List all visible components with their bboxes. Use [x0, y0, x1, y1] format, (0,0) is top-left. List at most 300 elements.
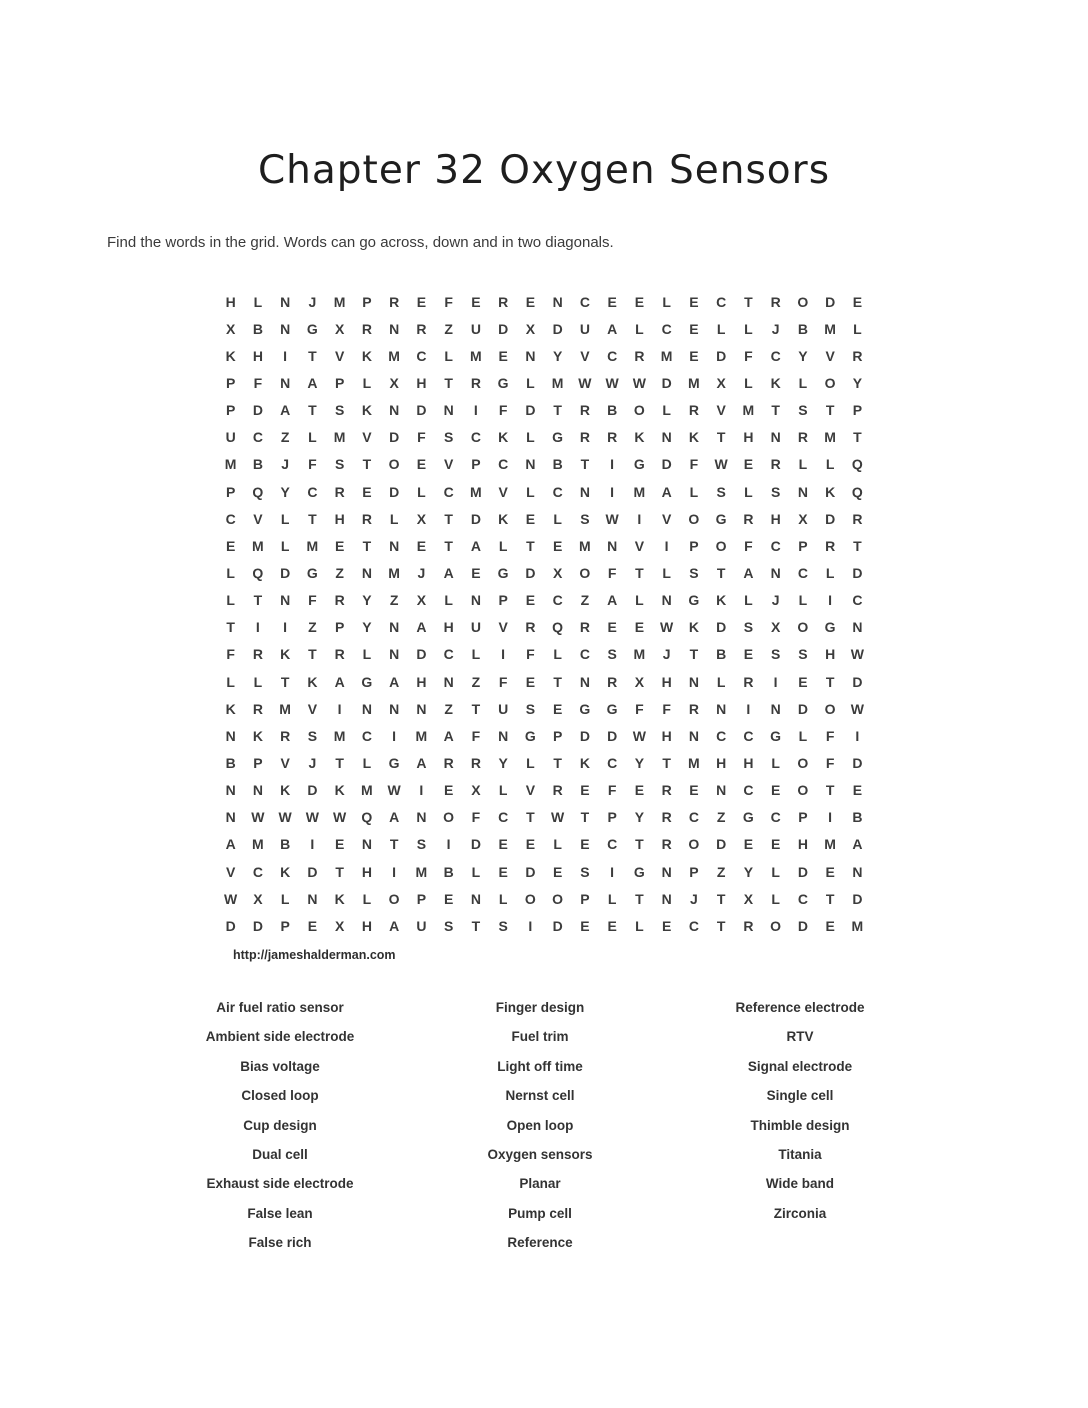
- grid-cell: R: [498, 293, 509, 310]
- grid-cell: U: [498, 700, 509, 717]
- grid-cell: N: [416, 700, 427, 717]
- grid-cell: K: [225, 700, 236, 717]
- grid-cell: X: [389, 374, 399, 391]
- grid-cell: H: [743, 429, 754, 446]
- grid-cell: A: [334, 673, 345, 690]
- grid-cell: E: [471, 293, 481, 310]
- grid-cell: H: [770, 510, 781, 527]
- grid-cell: N: [525, 347, 536, 364]
- grid-cell: D: [389, 483, 400, 500]
- grid-cell: R: [688, 700, 699, 717]
- grid-cell: L: [226, 564, 235, 581]
- grid-cell: I: [828, 592, 833, 609]
- grid-cell: N: [389, 646, 400, 663]
- grid-cell: L: [362, 374, 372, 391]
- word-list-item: Air fuel ratio sensor: [216, 1000, 344, 1015]
- grid-cell: J: [662, 646, 671, 663]
- grid-cell: T: [280, 673, 290, 690]
- grid-cell: T: [526, 537, 535, 554]
- grid-cell: C: [770, 537, 781, 554]
- grid-cell: I: [501, 646, 506, 663]
- grid-cell: D: [852, 564, 863, 581]
- grid-cell: N: [852, 619, 863, 636]
- grid-cell: I: [337, 700, 342, 717]
- grid-cell: C: [661, 320, 672, 337]
- grid-cell: L: [635, 320, 644, 337]
- grid-cell: X: [552, 564, 563, 581]
- grid-cell: N: [852, 863, 863, 880]
- word-list-column-1: [150, 993, 410, 1258]
- grid-cell: F: [253, 374, 263, 391]
- grid-cell: N: [770, 564, 781, 581]
- word-list: [150, 993, 930, 1258]
- grid-cell: A: [225, 836, 236, 853]
- grid-cell: L: [444, 592, 453, 609]
- grid-cell: B: [225, 754, 236, 771]
- word-list-item: Wide band: [765, 1176, 835, 1192]
- grid-cell: E: [307, 917, 318, 934]
- grid-cell: C: [607, 754, 618, 771]
- grid-row: [217, 315, 871, 342]
- grid-cell: K: [361, 402, 372, 419]
- grid-cell: B: [252, 456, 263, 473]
- grid-cell: I: [610, 456, 615, 473]
- grid-cell: B: [443, 863, 454, 880]
- grid-cell: N: [688, 673, 699, 690]
- grid-cell: N: [389, 320, 400, 337]
- grid-cell: P: [362, 293, 372, 310]
- grid-cell: R: [743, 917, 754, 934]
- grid-cell: K: [334, 782, 345, 799]
- grid-cell: E: [607, 917, 617, 934]
- grid-cell: I: [283, 347, 288, 364]
- grid-cell: G: [306, 564, 318, 581]
- grid-cell: L: [526, 429, 535, 446]
- grid-cell: W: [278, 809, 292, 826]
- grid-cell: W: [605, 374, 619, 391]
- grid-cell: M: [333, 429, 346, 446]
- grid-cell: G: [552, 429, 564, 446]
- grid-cell: T: [471, 917, 481, 934]
- grid-cell: Y: [852, 374, 863, 391]
- grid-cell: T: [580, 456, 590, 473]
- grid-cell: G: [497, 374, 509, 391]
- grid-cell: E: [334, 836, 345, 853]
- grid-cell: T: [362, 537, 372, 554]
- grid-cell: V: [661, 510, 672, 527]
- grid-cell: L: [471, 646, 481, 663]
- grid-cell: N: [252, 782, 263, 799]
- grid-cell: L: [526, 374, 535, 391]
- grid-cell: D: [716, 347, 727, 364]
- grid-cell: N: [579, 483, 590, 500]
- grid-cell: N: [443, 402, 454, 419]
- grid-cell: M: [688, 374, 700, 391]
- grid-cell: Z: [580, 592, 590, 609]
- grid-cell: A: [389, 673, 400, 690]
- grid-cell: U: [579, 320, 590, 337]
- grid-cell: R: [607, 673, 618, 690]
- grid-cell: R: [797, 429, 808, 446]
- grid-cell: E: [825, 917, 835, 934]
- grid-cell: C: [716, 727, 727, 744]
- grid-cell: L: [771, 890, 780, 907]
- grid-cell: T: [444, 510, 453, 527]
- grid-cell: E: [743, 836, 754, 853]
- grid-cell: C: [852, 592, 863, 609]
- grid-cell: A: [607, 592, 618, 609]
- grid-cell: Y: [743, 863, 754, 880]
- grid-cell: C: [579, 293, 590, 310]
- grid-cell: A: [743, 564, 754, 581]
- word-list-item: Signal electrode: [747, 1058, 853, 1074]
- grid-cell: P: [580, 890, 590, 907]
- grid-cell: C: [416, 347, 427, 364]
- grid-cell: E: [634, 293, 645, 310]
- grid-cell: O: [388, 456, 400, 473]
- grid-cell: S: [416, 836, 427, 853]
- grid-cell: I: [419, 782, 424, 799]
- grid-cell: N: [688, 727, 699, 744]
- grid-cell: L: [798, 592, 808, 609]
- grid-cell: G: [770, 727, 782, 744]
- grid-cell: S: [798, 402, 808, 419]
- grid-cell: F: [226, 646, 235, 663]
- grid-cell: S: [525, 700, 536, 717]
- grid-cell: H: [361, 917, 372, 934]
- grid-row: [217, 912, 871, 939]
- grid-cell: Y: [498, 754, 508, 771]
- grid-cell: F: [607, 564, 617, 581]
- grid-cell: T: [825, 402, 835, 419]
- grid-cell: P: [225, 374, 236, 391]
- word-list-item: RTV: [786, 1029, 814, 1045]
- grid-cell: W: [632, 727, 646, 744]
- word-list-item: Pump cell: [508, 1205, 572, 1221]
- grid-cell: E: [607, 619, 617, 636]
- grid-cell: T: [226, 619, 235, 636]
- grid-cell: J: [417, 564, 426, 581]
- grid-cell: M: [333, 727, 346, 744]
- grid-cell: E: [334, 537, 345, 554]
- grid-row: [217, 369, 871, 396]
- grid-cell: K: [280, 782, 291, 799]
- grid-cell: O: [797, 782, 809, 799]
- grid-cell: R: [579, 402, 590, 419]
- grid-cell: R: [252, 700, 263, 717]
- grid-cell: N: [661, 592, 672, 609]
- grid-cell: K: [361, 347, 372, 364]
- grid-cell: N: [307, 890, 318, 907]
- grid-cell: L: [308, 429, 317, 446]
- grid-cell: N: [225, 782, 236, 799]
- grid-cell: K: [498, 510, 509, 527]
- grid-cell: H: [825, 646, 836, 663]
- grid-cell: P: [607, 809, 617, 826]
- grid-cell: I: [392, 727, 397, 744]
- grid-cell: P: [852, 402, 863, 419]
- grid-cell: M: [824, 320, 836, 337]
- grid-cell: T: [553, 754, 562, 771]
- grid-cell: D: [716, 619, 727, 636]
- grid-cell: V: [580, 347, 590, 364]
- grid-cell: M: [660, 347, 673, 364]
- grid-cell: S: [334, 402, 345, 419]
- grid-cell: Y: [634, 754, 645, 771]
- grid-cell: T: [253, 592, 263, 609]
- grid-cell: T: [553, 402, 562, 419]
- word-list-item: Closed loop: [241, 1088, 319, 1104]
- grid-cell: R: [334, 592, 345, 609]
- grid-cell: N: [470, 592, 481, 609]
- grid-cell: S: [607, 646, 617, 663]
- grid-cell: V: [362, 429, 372, 446]
- grid-cell: E: [852, 293, 863, 310]
- grid-cell: Y: [362, 619, 372, 636]
- grid-cell: T: [389, 836, 399, 853]
- grid-cell: T: [716, 429, 726, 446]
- word-list-column-3: [670, 993, 930, 1258]
- grid-cell: M: [742, 402, 755, 419]
- grid-cell: N: [389, 700, 400, 717]
- grid-cell: G: [688, 592, 700, 609]
- grid-cell: T: [308, 402, 317, 419]
- grid-cell: X: [770, 619, 781, 636]
- grid-cell: X: [634, 673, 645, 690]
- grid-cell: L: [526, 754, 535, 771]
- grid-cell: U: [225, 429, 236, 446]
- grid-cell: L: [744, 374, 753, 391]
- grid-cell: J: [281, 456, 290, 473]
- grid-cell: J: [771, 320, 780, 337]
- grid-cell: O: [797, 293, 809, 310]
- grid-cell: E: [225, 537, 236, 554]
- grid-cell: E: [552, 863, 563, 880]
- grid-cell: M: [579, 537, 591, 554]
- grid-cell: T: [444, 374, 453, 391]
- grid-cell: C: [743, 782, 754, 799]
- grid-cell: C: [443, 483, 454, 500]
- grid-cell: L: [553, 510, 562, 527]
- grid-cell: C: [770, 809, 781, 826]
- word-list-item: Light off time: [497, 1058, 583, 1074]
- grid-cell: P: [334, 374, 345, 391]
- grid-cell: L: [771, 754, 780, 771]
- grid-cell: S: [770, 646, 781, 663]
- grid-cell: E: [552, 700, 563, 717]
- grid-cell: P: [552, 727, 563, 744]
- grid-cell: N: [225, 727, 236, 744]
- grid-cell: N: [443, 673, 454, 690]
- grid-cell: J: [689, 890, 698, 907]
- grid-cell: C: [607, 836, 618, 853]
- grid-cell: D: [797, 863, 808, 880]
- grid-cell: N: [607, 537, 618, 554]
- grid-cell: R: [334, 483, 345, 500]
- grid-cell: Y: [634, 809, 645, 826]
- word-list-item: Planar: [519, 1176, 561, 1192]
- grid-cell: P: [498, 592, 508, 609]
- grid-cell: C: [688, 809, 699, 826]
- grid-cell: W: [605, 510, 619, 527]
- grid-cell: K: [688, 429, 699, 446]
- grid-cell: O: [633, 402, 645, 419]
- grid-cell: O: [715, 537, 727, 554]
- grid-cell: W: [251, 809, 265, 826]
- grid-cell: E: [852, 782, 863, 799]
- grid-cell: T: [825, 890, 835, 907]
- grid-cell: T: [825, 673, 835, 690]
- grid-cell: C: [225, 510, 236, 527]
- grid-cell: R: [470, 754, 481, 771]
- grid-cell: L: [553, 836, 562, 853]
- word-list-item: Nernst cell: [505, 1088, 575, 1104]
- grid-cell: O: [797, 619, 809, 636]
- grid-cell: N: [389, 537, 400, 554]
- grid-cell: L: [471, 863, 481, 880]
- grid-cell: G: [633, 863, 645, 880]
- grid-cell: X: [334, 917, 345, 934]
- grid-cell: F: [689, 456, 699, 473]
- grid-cell: M: [633, 483, 646, 500]
- grid-cell: R: [661, 782, 672, 799]
- grid-cell: Z: [471, 673, 481, 690]
- grid-cell: D: [498, 320, 509, 337]
- word-list-item: Finger design: [495, 1000, 585, 1015]
- grid-cell: A: [443, 727, 454, 744]
- grid-cell: B: [552, 456, 563, 473]
- grid-cell: A: [852, 836, 863, 853]
- grid-row: [217, 858, 871, 885]
- grid-cell: W: [333, 809, 347, 826]
- grid-cell: E: [416, 293, 427, 310]
- grid-cell: H: [416, 374, 427, 391]
- grid-cell: N: [470, 890, 481, 907]
- grid-cell: J: [308, 754, 317, 771]
- grid-cell: L: [498, 782, 508, 799]
- grid-cell: N: [661, 429, 672, 446]
- grid-cell: Y: [798, 347, 808, 364]
- grid-cell: P: [798, 809, 808, 826]
- grid-cell: T: [308, 510, 317, 527]
- grid-cell: M: [388, 347, 400, 364]
- grid-cell: Q: [361, 809, 373, 826]
- grid-row: [217, 342, 871, 369]
- grid-cell: X: [525, 320, 536, 337]
- grid-cell: S: [334, 456, 345, 473]
- grid-cell: E: [689, 320, 699, 337]
- grid-cell: K: [688, 619, 699, 636]
- word-list-item: False rich: [248, 1235, 312, 1251]
- grid-cell: L: [662, 402, 671, 419]
- grid-cell: F: [471, 727, 481, 744]
- grid-cell: E: [525, 510, 536, 527]
- grid-cell: G: [633, 456, 645, 473]
- grid-cell: R: [743, 510, 754, 527]
- grid-cell: F: [471, 809, 481, 826]
- grid-cell: D: [389, 429, 400, 446]
- grid-cell: E: [634, 619, 645, 636]
- grid-cell: L: [417, 483, 426, 500]
- word-list-column-2: [410, 993, 670, 1258]
- grid-cell: A: [416, 619, 427, 636]
- grid-row: [217, 831, 871, 858]
- grid-cell: R: [634, 347, 645, 364]
- word-list-item: Dual cell: [252, 1146, 308, 1162]
- grid-cell: D: [852, 754, 863, 771]
- grid-cell: W: [578, 374, 592, 391]
- grid-cell: T: [444, 537, 453, 554]
- grid-cell: X: [743, 890, 754, 907]
- grid-cell: S: [443, 917, 454, 934]
- grid-row: [217, 614, 871, 641]
- grid-cell: C: [797, 890, 808, 907]
- grid-cell: M: [333, 293, 346, 310]
- grid-cell: L: [744, 320, 753, 337]
- grid-cell: L: [716, 320, 726, 337]
- grid-cell: D: [852, 673, 863, 690]
- grid-cell: O: [579, 564, 591, 581]
- grid-cell: J: [308, 293, 317, 310]
- grid-cell: M: [252, 836, 264, 853]
- grid-cell: N: [225, 809, 236, 826]
- grid-row: [217, 559, 871, 586]
- grid-cell: Q: [252, 483, 264, 500]
- grid-cell: E: [362, 483, 372, 500]
- grid-cell: E: [525, 673, 536, 690]
- grid-cell: C: [498, 809, 509, 826]
- grid-cell: R: [552, 782, 563, 799]
- grid-cell: A: [280, 402, 291, 419]
- grid-cell: R: [579, 619, 590, 636]
- grid-cell: H: [716, 754, 727, 771]
- grid-cell: I: [446, 836, 451, 853]
- word-list-item: Titania: [778, 1146, 822, 1162]
- grid-cell: M: [361, 782, 373, 799]
- grid-cell: W: [551, 809, 565, 826]
- grid-cell: L: [280, 537, 290, 554]
- grid-cell: D: [252, 917, 263, 934]
- grid-cell: E: [825, 863, 835, 880]
- grid-cell: S: [743, 619, 754, 636]
- grid-cell: N: [361, 700, 372, 717]
- grid-cell: E: [525, 592, 536, 609]
- grid-cell: S: [443, 429, 454, 446]
- page-title: Chapter 32 Oxygen Sensors: [257, 148, 831, 193]
- grid-cell: R: [389, 293, 400, 310]
- grid-cell: T: [335, 863, 344, 880]
- grid-cell: S: [307, 727, 318, 744]
- grid-cell: X: [471, 782, 481, 799]
- grid-cell: D: [552, 917, 563, 934]
- grid-cell: K: [770, 374, 781, 391]
- grid-cell: T: [716, 917, 726, 934]
- grid-cell: D: [307, 782, 318, 799]
- grid-cell: K: [307, 673, 318, 690]
- grid-cell: N: [498, 727, 509, 744]
- grid-cell: D: [307, 863, 318, 880]
- grid-cell: L: [662, 293, 671, 310]
- grid-cell: V: [825, 347, 835, 364]
- word-list-item: Open loop: [506, 1117, 574, 1133]
- grid-cell: T: [526, 809, 535, 826]
- grid-cell: P: [471, 456, 481, 473]
- grid-cell: H: [743, 754, 754, 771]
- grid-cell: E: [634, 782, 645, 799]
- grid-cell: I: [610, 863, 615, 880]
- grid-cell: E: [416, 456, 427, 473]
- grid-cell: K: [825, 483, 836, 500]
